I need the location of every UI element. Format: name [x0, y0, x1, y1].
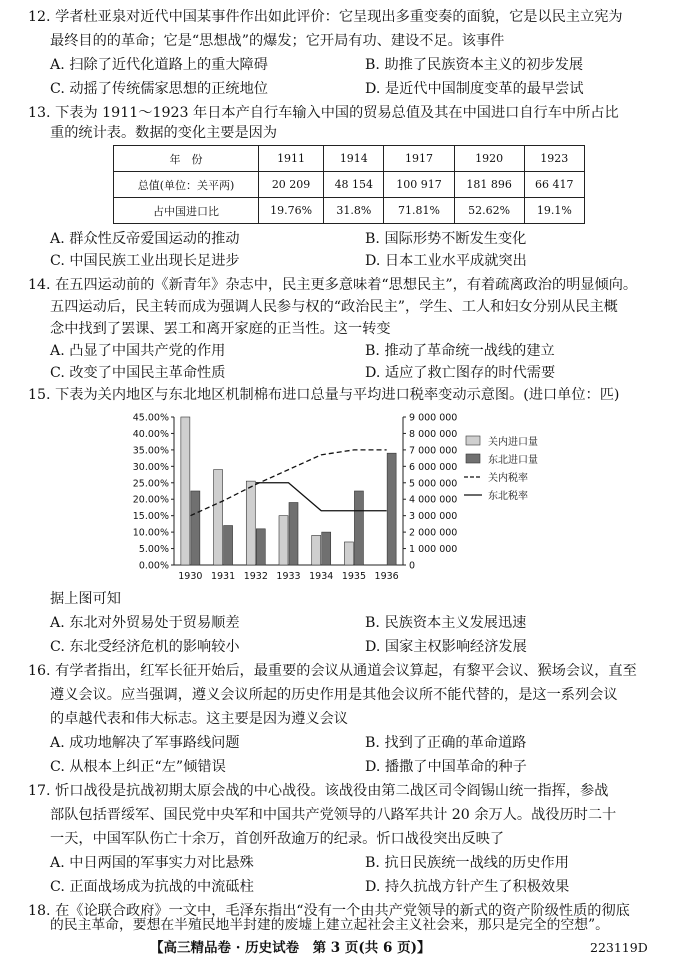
table-header-row — [114, 146, 585, 172]
x-tick-label: 1935 — [341, 571, 367, 582]
table-cell: 19.76% — [259, 198, 324, 224]
table-cell: 1920 — [454, 146, 524, 172]
bar-dongbei-import — [354, 491, 363, 565]
y-right-tick-label: 0 — [409, 560, 416, 572]
q15-stem-line1: 15. 下表为关内地区与东北地区机制棉布进口总量与平均进口税率变动示意图。(进口单位：匹) — [28, 387, 620, 403]
q13-option-b: B. 国际形势不断发生变化 — [365, 231, 527, 247]
q13-option-d: D. 日本工业水平成就突出 — [365, 253, 527, 269]
q17-option-b: B. 抗日民族统一战线的历史作用 — [365, 855, 569, 871]
q16-stem-line1: 16. 有学者指出，红军长征开始后，最重要的会议从通道会议算起，有黎平会议、猴场会议，直至 — [28, 663, 637, 679]
table-row — [114, 198, 585, 224]
bar-dongbei-import — [289, 503, 298, 565]
legend-label: 东北进口量 — [488, 455, 538, 466]
q12-option-b: B. 助推了民族资本主义的初步发展 — [365, 57, 584, 73]
q16-stem-line2: 遵义会议。应当强调，遵义会议所起的历史作用是其他会议所不能代替的，是这一系列会议 — [50, 687, 618, 703]
line-dongbei-tax-rate — [256, 483, 387, 511]
q17-stem-line1: 17. 忻口战役是抗战初期太原会战的中心战役。该战役由第二战区司令阎锡山统一指挥，参战 — [28, 783, 609, 799]
legend-label: 关内税率 — [488, 473, 528, 484]
q17-option-d: D. 持久抗战方针产生了积极效果 — [365, 879, 570, 895]
bar-dongbei-import — [256, 529, 265, 565]
y-right-tick-label: 4 000 000 — [409, 494, 458, 506]
table-cell: 总值(单位：关平两) — [114, 172, 259, 198]
q13-option-c: C. 中国民族工业出现长足进步 — [50, 253, 240, 269]
table-cell: 年 份 — [114, 146, 259, 172]
table-cell: 66 417 — [524, 172, 584, 198]
q15-option-c: C. 东北受经济危机的影响较小 — [50, 639, 240, 655]
table-cell: 100 917 — [384, 172, 454, 198]
y-right-tick-label: 2 000 000 — [409, 527, 458, 539]
q16-stem-line3: 的卓越代表和伟大标志。这主要是因为遵义会议 — [50, 711, 348, 727]
q12-stem-line1: 12. 学者杜亚泉对近代中国某事件作出如此评价：它呈现出多重变奏的面貌，它是以民主立宪为 — [28, 9, 623, 25]
table-row — [114, 172, 585, 198]
x-tick-label: 1932 — [243, 571, 268, 582]
y-left-tick-label: 0.00% — [138, 560, 169, 572]
legend-swatch — [466, 436, 480, 445]
table-cell: 52.62% — [454, 198, 524, 224]
y-left-tick-label: 5.00% — [138, 544, 169, 556]
q14-option-b: B. 推动了革命统一战线的建立 — [365, 343, 555, 359]
q15-option-d: D. 国家主权影响经济发展 — [365, 639, 527, 655]
bar-guannei-import — [214, 470, 223, 565]
q16-option-a: A. 成功地解决了军事路线问题 — [50, 735, 240, 751]
y-right-tick-label: 3 000 000 — [409, 511, 458, 523]
q15-option-a: A. 东北对外贸易处于贸易顺差 — [50, 615, 240, 631]
bar-guannei-import — [344, 542, 353, 565]
x-tick-label: 1931 — [210, 571, 236, 582]
q16-option-d: D. 播撒了中国革命的种子 — [365, 759, 527, 775]
y-right-tick-label: 8 000 000 — [409, 428, 458, 440]
y-right-tick-label: 7 000 000 — [409, 445, 458, 457]
q15-after-chart-text: 据上图可知 — [50, 591, 121, 607]
table-cell: 1911 — [259, 146, 324, 172]
q12-option-c: C. 动摇了传统儒家思想的正统地位 — [50, 81, 268, 97]
y-right-tick-label: 9 000 000 — [409, 412, 458, 424]
q13-stem-line2: 重的统计表。数据的变化主要是因为 — [50, 125, 278, 141]
x-tick-label: 1934 — [309, 571, 334, 582]
q13-option-a: A. 群众性反帝爱国运动的推动 — [50, 231, 240, 247]
y-left-tick-label: 25.00% — [132, 478, 169, 490]
x-tick-label: 1930 — [178, 571, 203, 582]
y-left-tick-label: 45.00% — [132, 412, 169, 424]
q14-stem-line1: 14. 在五四运动前的《新青年》杂志中，民主更多意味着“思想民主”，有着疏离政治的明显倾向。 — [28, 277, 638, 293]
bar-dongbei-import — [191, 491, 200, 565]
x-tick-label: 1933 — [276, 571, 301, 582]
paper-code: 223119D — [590, 940, 648, 955]
legend-label: 东北税率 — [488, 491, 528, 502]
table-cell: 71.81% — [384, 198, 454, 224]
bar-guannei-import — [312, 535, 321, 565]
page-footer: 【高三精品卷 · 历史试卷 第 3 页(共 6 页)】 — [150, 940, 431, 956]
q13-trade-table — [113, 145, 585, 224]
q17-stem-line3: 一天，中国军队伤亡十余万，首创歼敌逾万的纪录。忻口战役突出反映了 — [50, 831, 505, 847]
q13-stem-line1: 13. 下表为 1911～1923 年日本产自行车输入中国的贸易总值及其在中国进口自行车中所占比 — [28, 105, 619, 121]
q14-option-d: D. 适应了救亡图存的时代需要 — [365, 365, 556, 381]
q12-option-a: A. 扫除了近代化道路上的重大障碍 — [50, 57, 268, 73]
q15-import-chart — [128, 407, 568, 592]
table-cell: 1917 — [384, 146, 454, 172]
y-left-tick-label: 30.00% — [132, 461, 169, 473]
table-cell: 占中国进口比 — [114, 198, 259, 224]
y-left-tick-label: 10.00% — [132, 527, 169, 539]
q17-option-c: C. 正面战场成为抗战的中流砥柱 — [50, 879, 254, 895]
bar-guannei-import — [181, 417, 190, 565]
table-cell: 48 154 — [324, 172, 384, 198]
bar-guannei-import — [279, 516, 288, 565]
y-right-tick-label: 6 000 000 — [409, 461, 458, 473]
q14-option-a: A. 凸显了中国共产党的作用 — [50, 343, 226, 359]
legend-label: 关内进口量 — [488, 437, 538, 448]
legend-swatch — [466, 454, 480, 463]
q16-option-b: B. 找到了正确的革命道路 — [365, 735, 527, 751]
q16-option-c: C. 从根本上纠正“左”倾错误 — [50, 759, 226, 775]
bar-dongbei-import — [387, 453, 396, 565]
y-left-tick-label: 15.00% — [132, 511, 169, 523]
table-cell: 181 896 — [454, 172, 524, 198]
y-right-tick-label: 1 000 000 — [409, 544, 458, 556]
q12-stem-line2: 最终目的的革命；它是“思想战”的爆发；它开局有功、建设不足。该事件 — [50, 33, 505, 49]
bar-guannei-import — [246, 481, 255, 565]
q18-stem-line2: 的民主革命，要想在半殖民地半封建的废墟上建立起社会主义社会来，那只是完全的空想”。 — [50, 917, 609, 933]
table-cell: 19.1% — [524, 198, 584, 224]
bar-dongbei-import — [224, 526, 233, 565]
y-right-tick-label: 5 000 000 — [409, 478, 458, 490]
table-cell: 1914 — [324, 146, 384, 172]
q14-stem-line2: 五四运动后，民主转而成为强调人民参与权的“政治民主”，学生、工人和妇女分别从民主概 — [50, 299, 618, 315]
bar-dongbei-import — [322, 532, 331, 565]
table-cell: 31.8% — [324, 198, 384, 224]
x-tick-label: 1936 — [374, 571, 399, 582]
q14-stem-line3: 念中找到了罢课、罢工和离开家庭的正当性。这一转变 — [50, 321, 391, 337]
q18-stem-line1: 18. 在《论联合政府》一文中，毛泽东指出“没有一个由共产党领导的新式的资产阶级性质的彻底 — [28, 903, 630, 919]
q15-option-b: B. 民族资本主义发展迅速 — [365, 615, 527, 631]
y-left-tick-label: 20.00% — [132, 494, 169, 506]
table-cell: 20 209 — [259, 172, 324, 198]
q17-option-a: A. 中日两国的军事实力对比悬殊 — [50, 855, 254, 871]
q14-option-c: C. 改变了中国民主革命性质 — [50, 365, 226, 381]
q17-stem-line2: 部队包括晋绥军、国民党中央军和中国共产党领导的八路军共计 20 余万人。战役历时二十 — [50, 807, 617, 823]
y-left-tick-label: 40.00% — [132, 428, 169, 440]
table-cell: 1923 — [524, 146, 584, 172]
q12-option-d: D. 是近代中国制度变革的最早尝试 — [365, 81, 584, 97]
y-left-tick-label: 35.00% — [132, 445, 169, 457]
